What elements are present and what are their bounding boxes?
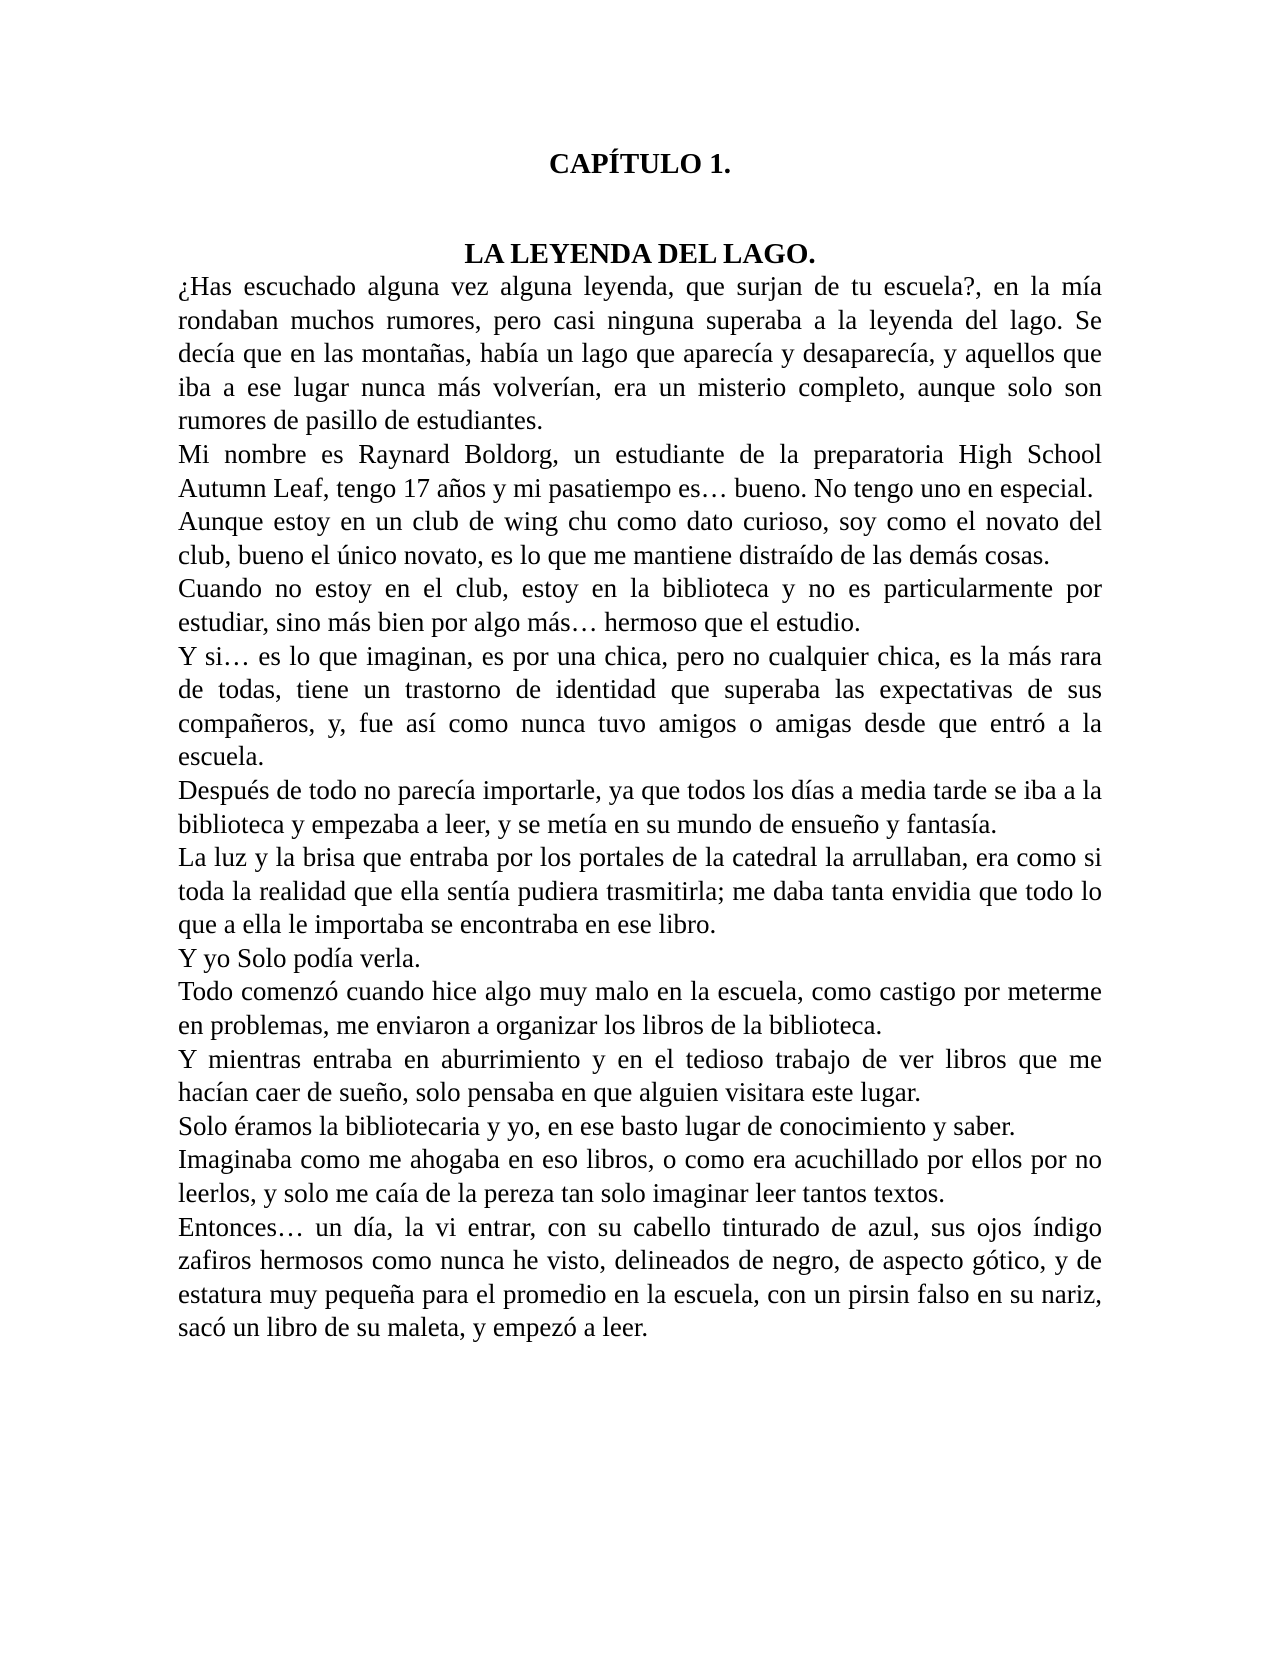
paragraph: Y mientras entraba en aburrimiento y en el tedioso trabajo de ver libros que me hacían caer de sueño, solo pensaba en que alguien visitara este lugar.: [178, 1043, 1102, 1108]
paragraph: Solo éramos la bibliotecaria y yo, en ese basto lugar de conocimiento y saber.: [178, 1110, 1016, 1141]
paragraph: La luz y la brisa que entraba por los portales de la catedral la arrullaban, era como si toda la realidad que ella sentía pudiera trasmitirla; me daba tanta envidia que todo lo que a ella le importaba se encontraba en ese libro.: [178, 842, 1102, 940]
chapter-title: LA LEYENDA DEL LAGO.: [464, 238, 816, 270]
paragraph: Mi nombre es Raynard Boldorg, un estudiante de la preparatoria High School Autumn Leaf, tengo 17 años y mi pasatiempo es… bueno. No tengo uno en especial.: [178, 438, 1102, 503]
chapter-number: CAPÍTULO 1.: [548, 148, 732, 180]
paragraph: Cuando no estoy en el club, estoy en la biblioteca y no es particularmente por estudiar, sino más bien por algo más… hermoso que el estudio.: [178, 573, 1102, 637]
paragraph: ¿Has escuchado alguna vez alguna leyenda, que surjan de tu escuela?, en la mía rondaban muchos rumores, pero casi ninguna superaba a la leyenda del lago. Se decía que en las montañas, había un lago que aparecía y desaparecía, y aquellos que iba a ese lugar nunca más volverían, era un misterio completo, aunque solo son rumores de pasillo de estudiantes.: [178, 271, 1102, 436]
paragraph: Aunque estoy en un club de wing chu como dato curioso, soy como el novato del club, bueno el único novato, es lo que me mantiene distraído de las demás cosas.: [178, 506, 1102, 570]
paragraph: Imaginaba como me ahogaba en eso libros, o como era acuchillado por ellos por no leerlos, y solo me caía de la pereza tan solo imaginar leer tantos textos.: [178, 1144, 1102, 1209]
chapter-body: [178, 270, 1102, 1345]
paragraph: Y yo Solo podía verla.: [178, 942, 421, 973]
paragraph: Y si… es lo que imaginan, es por una chica, pero no cualquier chica, es la más rara de todas, tiene un trastorno de identidad que superaba las expectativas de sus compañeros, y, fue así como nunca tuvo amigos o amigas desde que entró a la escuela.: [178, 640, 1102, 772]
paragraph: Después de todo no parecía importarle, ya que todos los días a media tarde se iba a la biblioteca y empezaba a leer, y se metía en su mundo de ensueño y fantasía.: [178, 774, 1102, 839]
paragraph: Todo comenzó cuando hice algo muy malo en la escuela, como castigo por meterme en problemas, me enviaron a organizar los libros de la biblioteca.: [178, 976, 1102, 1041]
paragraph: Entonces… un día, la vi entrar, con su cabello tinturado de azul, sus ojos índigo zafiros hermosos como nunca he visto, delineados de negro, de aspecto gótico, y de estatura muy pequeña para el promedio en la escuela, con un pirsin falso en su nariz, sacó un libro de su maleta, y empezó a leer.: [178, 1211, 1102, 1343]
